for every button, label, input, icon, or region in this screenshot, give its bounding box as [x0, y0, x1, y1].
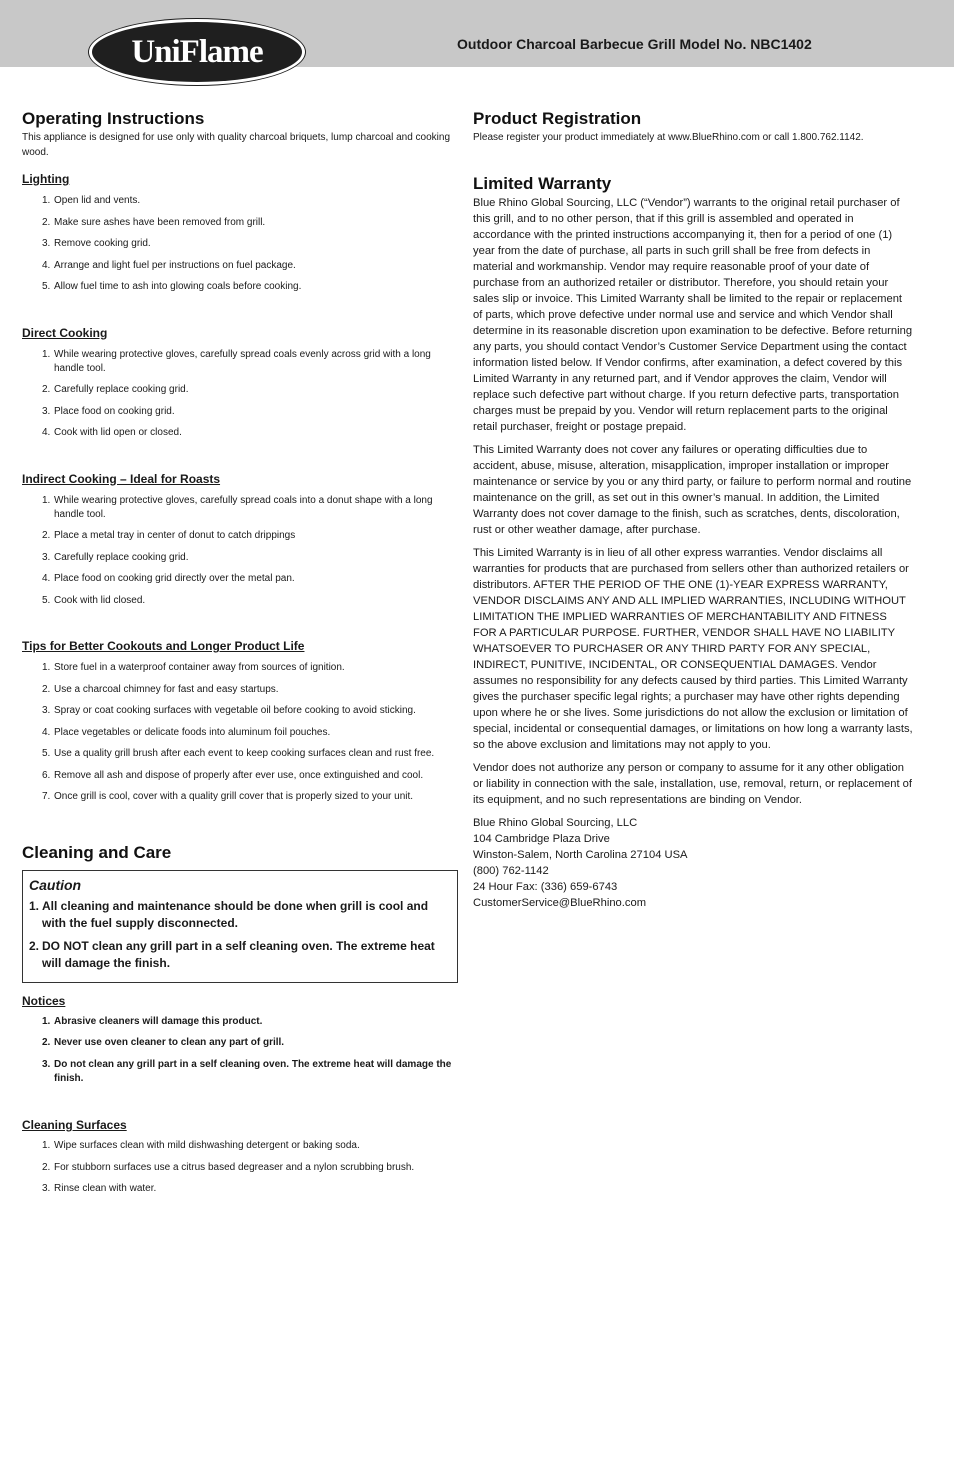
- indirect-cooking-heading: Indirect Cooking – Ideal for Roasts: [22, 471, 221, 486]
- list-item: 3. Remove cooking grid.: [42, 238, 151, 249]
- list-item: 3. Do not clean any grill part in a self cleaning oven. The extreme heat will damage the finish.: [42, 1058, 452, 1084]
- list-item: 1. Store fuel in a waterproof container away from sources of ignition.: [42, 662, 345, 673]
- address-line: Winston-Salem, North Carolina 27104 USA: [473, 849, 688, 861]
- lighting-heading: Lighting: [22, 172, 70, 186]
- list-item: 2. Make sure ashes have been removed from grill.: [42, 216, 266, 228]
- tips-heading: Tips for Better Cookouts and Longer Product Life: [22, 639, 305, 653]
- caution-item: 1. All cleaning and maintenance should be done when grill is cool and with the fuel supply disconnected.: [29, 898, 429, 930]
- model-title: Outdoor Charcoal Barbecue Grill Model No. NBC1402: [457, 36, 812, 52]
- tips-list: [22, 661, 458, 804]
- registration-title: Product Registration: [473, 109, 642, 128]
- list-item: 1. Wipe surfaces clean with mild dishwashing detergent or baking soda.: [42, 1140, 360, 1151]
- registration-text: Please register your product immediately at www.BlueRhino.com or call 1.800.762.1142.: [473, 132, 864, 143]
- list-item: 3. Carefully replace cooking grid.: [42, 551, 189, 563]
- header-band: [0, 0, 954, 70]
- list-item: 2. Place a metal tray in center of donut to catch drippings: [42, 530, 296, 541]
- warranty-paragraph: Blue Rhino Global Sourcing, LLC (“Vendor”) warrants to the original retail purchaser of this grill, and to no other person, that if this grill is assembled and operated in accordance with the printed instructions accompanying it, then for a period of one (1) year from the date of purchase, all parts in such grill shall be free from defects in material and workmanship. Vendor may require reasonable proof of your date of purchase from an authorized retailer or distributor. Therefore, you should retain your sales slip or invoice. This Limited Warranty shall be limited to the repair or replacement of parts, which prove defective under normal use and service and which Vendor shall determine in its reasonable discretion upon examination to be defective. Before returning any parts, you should contact Vendor’s Customer Service Department using the contact information listed below. If Vendor confirms, after examination, a defect covered by this Limited Warranty in any returned part, and if Vendor approves the claim, Vendor will replace such defective part without charge. If you return defective parts, transportation charges must be prepaid by you. Vendor will return replacement parts to the original retail purchaser, freight or postage prepaid.: [473, 197, 913, 433]
- list-item: 5. Cook with lid closed.: [42, 594, 146, 606]
- list-item: 4. Place vegetables or delicate foods into aluminum foil pouches.: [42, 726, 331, 738]
- list-item: 2. Never use oven cleaner to clean any part of grill.: [42, 1037, 285, 1048]
- cleaning-title: Cleaning and Care: [22, 842, 172, 862]
- left-column: [22, 108, 458, 1204]
- operating-title: Operating Instructions: [22, 109, 205, 128]
- warranty-paragraph: This Limited Warranty does not cover any failures or operating difficulties due to accident, abuse, misuse, alteration, misapplication, improper installation or improper maintenance or service by you or any third party, or failure to perform normal and routine maintenance on the grill, as set out in this owner’s manual. In addition, the Limited Warranty does not cover damage to the finish, such as scratches, dents, discoloration, rust or other weather damage, after purchase.: [473, 444, 912, 536]
- uniflame-logo: [92, 22, 302, 82]
- list-item: 7. Once grill is cool, cover with a quality grill cover that is properly sized to your unit.: [42, 791, 414, 802]
- caution-item: 2. DO NOT clean any grill part in a self cleaning oven. The extreme heat will damage the finish.: [29, 938, 435, 970]
- cleaning-surfaces-heading: Cleaning Surfaces: [22, 1118, 127, 1132]
- list-item: 5. Allow fuel time to ash into glowing coals before cooking.: [42, 281, 302, 292]
- warranty-paragraph: Vendor does not authorize any person or company to assume for it any other obligation or liability in connection with the sale, installation, use, removal, return, or replacement of its equipment, and no such representations are binding on Vendor.: [473, 762, 913, 806]
- list-item: 2. Carefully replace cooking grid.: [42, 384, 189, 395]
- warranty-title: Limited Warranty: [473, 174, 612, 193]
- list-item: 1. Abrasive cleaners will damage this product.: [42, 1015, 263, 1027]
- logo-text: UniFlame: [131, 34, 263, 70]
- list-item: 2. For stubborn surfaces use a citrus based degreaser and a nylon scrubbing brush.: [42, 1161, 415, 1173]
- caution-box: [22, 870, 458, 983]
- address-line: (800) 762-1142: [473, 865, 549, 877]
- operating-intro: This appliance is designed for use only with quality charcoal briquets, lump charcoal and cooking wood.: [22, 132, 451, 158]
- list-item: 6. Remove all ash and dispose of properly after ever use, once extinguished and cool.: [42, 769, 424, 781]
- direct-cooking-heading: Direct Cooking: [22, 325, 108, 340]
- list-item: 1. While wearing protective gloves, carefully spread coals evenly across grid with a long handle tool.: [42, 348, 431, 374]
- direct-cooking-list: [22, 348, 458, 441]
- list-item: 3. Rinse clean with water.: [42, 1183, 157, 1194]
- list-item: 4. Place food on cooking grid directly over the metal pan.: [42, 573, 295, 584]
- notices-heading: Notices: [22, 993, 66, 1008]
- caution-title: Caution: [29, 876, 82, 893]
- right-column: [473, 108, 913, 911]
- list-item: 1. Open lid and vents.: [42, 195, 141, 206]
- address-line: Blue Rhino Global Sourcing, LLC: [473, 817, 638, 829]
- list-item: 5. Use a quality grill brush after each event to keep cooking surfaces clean and rust free.: [42, 748, 435, 759]
- address-line: 24 Hour Fax: (336) 659-6743: [473, 881, 618, 893]
- contact-address: [473, 815, 913, 911]
- address-line: 104 Cambridge Plaza Drive: [473, 833, 610, 845]
- list-item: 4. Arrange and light fuel per instructions on fuel package.: [42, 259, 296, 271]
- list-item: 2. Use a charcoal chimney for fast and easy startups.: [42, 683, 279, 695]
- list-item: 3. Place food on cooking grid.: [42, 405, 175, 417]
- indirect-cooking-list: [22, 494, 458, 608]
- notices-list: [22, 1015, 458, 1086]
- warranty-paragraph: This Limited Warranty is in lieu of all other express warranties. Vendor disclaims all warranties for products that are purchased from sellers other than authorized retailers or distributors. AFTER THE PERIOD OF THE ONE (1)-YEAR EXPRESS WARRANTY, VENDOR DISCLAIMS ANY AND ALL IMPLIED WARRANTIES, INCLUDING WITHOUT LIMITATION THE IMPLIED WARRANTIES OF MERCHANTABILITY AND FITNESS FOR A PARTICULAR PURPOSE. FURTHER, VENDOR SHALL HAVE NO LIABILITY WHATSOEVER TO PURCHASER OR ANY THIRD PARTY FOR ANY SPECIAL, INDIRECT, PUNITIVE, INCIDENTAL, OR CONSEQUENTIAL DAMAGES. Vendor assumes no responsibility for any defects caused by third parties. This Limited Warranty gives the purchaser specific legal rights; a purchaser may have other rights depending upon where he or she lives. Some jurisdictions do not allow the exclusion or limitation of special, incidental or consequential damages, or limitations on how long a warranty lasts, so the above exclusion and limitations may not apply to you.: [473, 547, 913, 751]
- address-line: CustomerService@BlueRhino.com: [473, 897, 647, 909]
- list-item: 1. While wearing protective gloves, carefully spread coals into a donut shape with a long handle tool.: [42, 494, 433, 520]
- cleaning-surfaces-list: [22, 1139, 458, 1196]
- list-item: 3. Spray or coat cooking surfaces with vegetable oil before cooking to avoid sticking.: [42, 705, 416, 716]
- list-item: 4. Cook with lid open or closed.: [42, 427, 182, 438]
- lighting-list: [22, 194, 458, 294]
